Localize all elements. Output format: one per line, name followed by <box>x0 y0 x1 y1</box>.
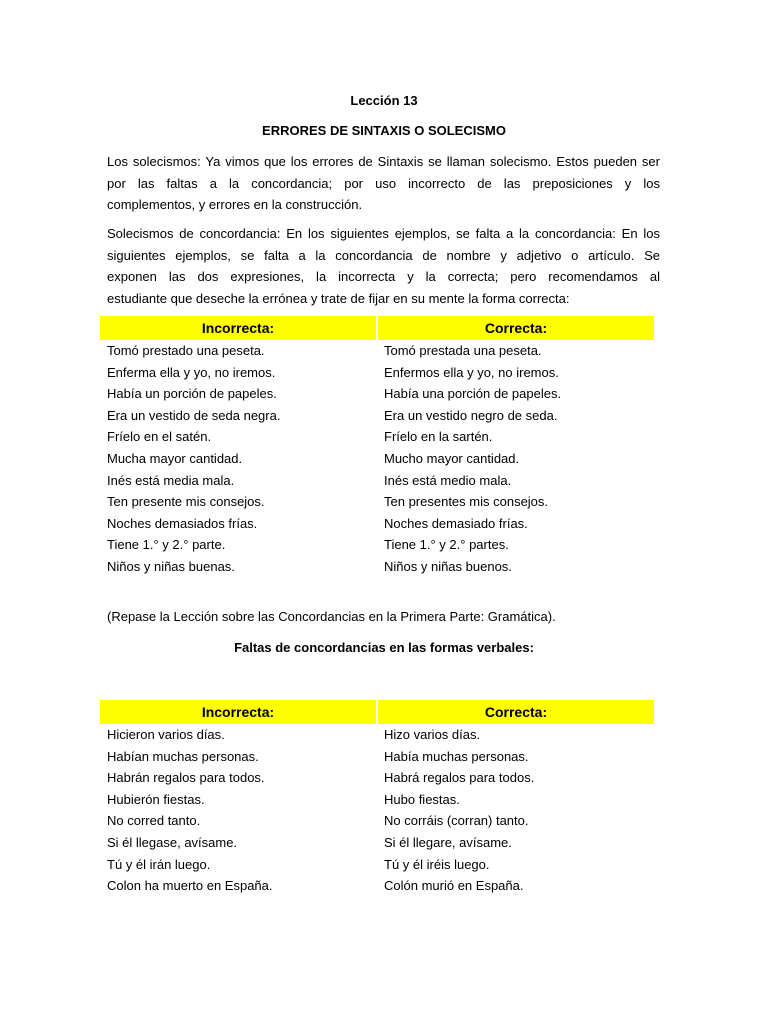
table-row <box>100 810 654 832</box>
table-row <box>100 426 654 448</box>
cell-incorrect: Enferma ella y yo, no iremos. <box>107 364 276 380</box>
paragraph-line: Solecismos de concordancia: En los siguientes ejemplos, se falta a la concordancia: En los <box>107 226 660 241</box>
cell-correct: Noches demasiado frías. <box>384 515 528 531</box>
header-correct: Correcta: <box>378 700 654 724</box>
cell-correct: Tú y él iréis luego. <box>384 856 490 872</box>
cell-correct: Tomó prestada una peseta. <box>384 343 542 358</box>
section-title: ERRORES DE SINTAXIS O SOLECISMO <box>262 123 506 138</box>
subsection-title: Faltas de concordancias en las formas verbales: <box>234 640 534 655</box>
cell-correct: Había muchas personas. <box>384 748 529 764</box>
paragraph-line: exponen las dos expresiones, la incorrecta y la correcta; pero recomendamos al <box>107 269 660 284</box>
cell-correct: Enfermos ella y yo, no iremos. <box>384 364 559 380</box>
cell-correct: Fríelo en la sartén. <box>384 429 493 445</box>
paragraph-line: complementos, y errores en la construcción. <box>107 197 363 212</box>
table-noun-adjective <box>100 316 654 578</box>
cell-correct: Ten presentes mis consejos. <box>384 494 549 510</box>
table-row <box>100 767 654 789</box>
paragraph-line: estudiante que deseche la errónea y trate de fijar en su mente la forma correcta: <box>107 290 570 306</box>
table-row <box>100 470 654 492</box>
table-header <box>100 700 654 724</box>
table-row <box>100 405 654 427</box>
cell-correct: Habrá regalos para todos. <box>384 770 535 786</box>
header-incorrect: Incorrecta: <box>100 316 376 340</box>
cell-incorrect: Inés está media mala. <box>107 472 235 488</box>
cell-correct: Mucho mayor cantidad. <box>384 450 520 466</box>
table-row <box>100 556 654 578</box>
table-row <box>100 340 654 362</box>
cell-incorrect: Hicieron varios días. <box>107 727 225 742</box>
cell-correct: Niños y niñas buenos. <box>384 558 512 574</box>
table-row <box>100 383 654 405</box>
table-row <box>100 746 654 768</box>
cell-incorrect: Si él llegase, avísame. <box>107 834 238 850</box>
cell-incorrect: Tomó prestado una peseta. <box>107 343 265 358</box>
cell-correct: Había una porción de papeles. <box>384 386 562 402</box>
cell-correct: Hubo fiestas. <box>384 791 460 807</box>
cell-incorrect: Tú y él irán luego. <box>107 856 211 872</box>
table-row <box>100 789 654 811</box>
cell-incorrect: Había un porción de papeles. <box>107 386 277 402</box>
table-row <box>100 513 654 535</box>
cell-correct: Inés está medio mala. <box>384 472 512 488</box>
cell-incorrect: Habrán regalos para todos. <box>107 770 265 786</box>
table-row <box>100 854 654 876</box>
paragraph-line: por las faltas a la concordancia; por uso incorrecto de las preposiciones y los <box>107 175 660 191</box>
cell-correct: Era un vestido negro de seda. <box>384 407 558 423</box>
paragraph-concordancia <box>107 223 660 309</box>
cell-incorrect: Mucha mayor cantidad. <box>107 450 243 466</box>
paragraph-line: siguientes ejemplos, se falta a la concordancia de nombre y adjetivo o artículo. Se <box>107 247 660 263</box>
table-body <box>100 340 654 578</box>
table-body <box>100 724 654 897</box>
table-row <box>100 832 654 854</box>
review-note: (Repase la Lección sobre las Concordancias en la Primera Parte: Gramática). <box>107 609 556 624</box>
table-row <box>100 875 654 897</box>
cell-incorrect: Tiene 1.° y 2.° parte. <box>107 537 226 553</box>
table-row <box>100 724 654 746</box>
header-incorrect: Incorrecta: <box>100 700 376 724</box>
cell-incorrect: No corred tanto. <box>107 813 201 829</box>
table-header <box>100 316 654 340</box>
lesson-title: Lección 13 <box>350 93 418 108</box>
header-correct: Correcta: <box>378 316 654 340</box>
cell-incorrect: Ten presente mis consejos. <box>107 494 265 510</box>
table-row <box>100 448 654 470</box>
cell-correct: Colón murió en España. <box>384 878 524 894</box>
cell-incorrect: Noches demasiados frías. <box>107 515 258 531</box>
table-verb-forms <box>100 700 654 897</box>
cell-incorrect: Era un vestido de seda negra. <box>107 407 281 423</box>
cell-incorrect: Niños y niñas buenas. <box>107 558 235 574</box>
table-row <box>100 491 654 513</box>
cell-correct: Tiene 1.° y 2.° partes. <box>384 537 509 553</box>
table-row <box>100 534 654 556</box>
cell-correct: No corráis (corran) tanto. <box>384 813 529 829</box>
table-row <box>100 362 654 384</box>
cell-correct: Hizo varios días. <box>384 727 481 742</box>
cell-incorrect: Fríelo en el satén. <box>107 429 212 445</box>
paragraph-intro <box>107 151 660 216</box>
cell-incorrect: Colon ha muerto en España. <box>107 878 273 894</box>
paragraph-line: Los solecismos: Ya vimos que los errores de Sintaxis se llaman solecismo. Estos pueden ser <box>107 154 660 169</box>
cell-incorrect: Hubierón fiestas. <box>107 791 205 807</box>
cell-correct: Si él llegare, avísame. <box>384 834 512 850</box>
cell-incorrect: Habían muchas personas. <box>107 748 259 764</box>
